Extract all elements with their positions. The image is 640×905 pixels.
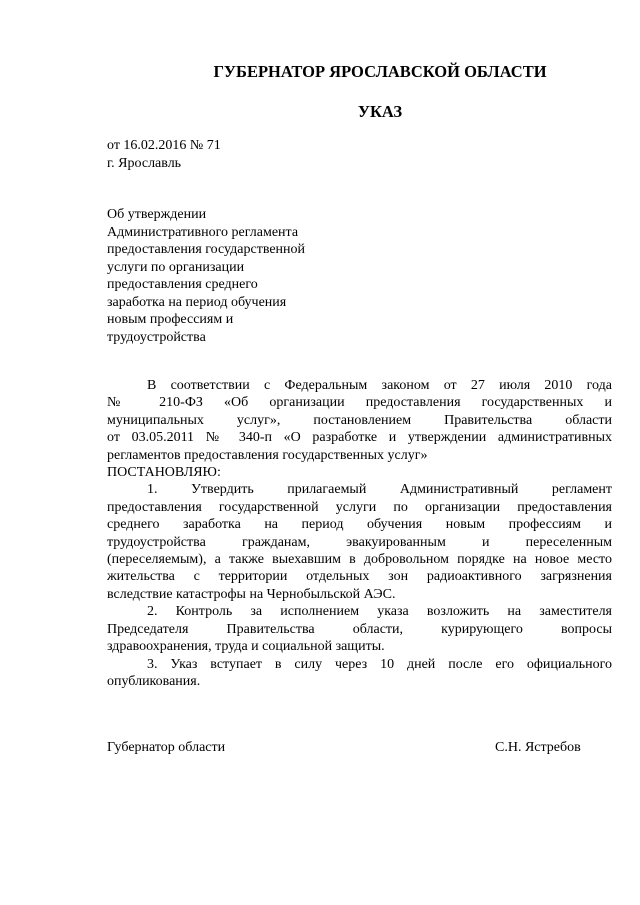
decree-body <box>107 377 612 690</box>
decree-item-1 <box>107 481 612 603</box>
issuing-authority: ГУБЕРНАТОР ЯРОСЛАВСКОЙ ОБЛАСТИ <box>213 62 547 81</box>
preamble-line: В соответствии с Федеральным законом от 27 июля 2010 года <box>147 378 612 393</box>
item-line: предоставления государственной услуги по организации предоставления <box>107 499 612 515</box>
signatory-position: Губернатор области <box>107 740 226 755</box>
item-line: трудоустройства гражданам, эвакуированным и переселенным <box>107 534 612 550</box>
decree-subject <box>107 206 347 346</box>
item-line: 2. Контроль за исполнением указа возложить на заместителя <box>147 604 612 620</box>
item-line: 1. Утвердить прилагаемый Административный регламент <box>147 482 612 498</box>
item-line: вследствие катастрофы на Чернобыльской АЭС. <box>107 586 396 602</box>
document-type: УКАЗ <box>357 102 403 121</box>
item-line: 3. Указ вступает в силу через 10 дней после его официального <box>147 656 612 672</box>
subject-line: трудоустройства <box>107 329 206 345</box>
subject-line: предоставления государственной <box>107 242 306 257</box>
decree-item-2 <box>107 603 612 655</box>
subject-line: предоставления среднего <box>107 277 258 292</box>
subject-line: заработка на период обучения <box>107 294 287 310</box>
document-meta <box>107 137 221 173</box>
signatory-name: С.Н. Ястребов <box>495 740 581 755</box>
subject-line: услуги по организации <box>107 259 245 275</box>
item-line: жительства с территории отдельных зон радиоактивного загрязнения <box>107 569 612 585</box>
city: г. Ярославль <box>107 156 182 171</box>
subject-line: Административного регламента <box>107 224 299 240</box>
resolve-word: ПОСТАНОВЛЯЮ: <box>107 465 221 481</box>
item-line: среднего заработка на период обучения новым профессиям и <box>107 517 612 533</box>
item-line: (переселяемым), а также выехавшим в добровольном порядке на новое место <box>107 552 612 568</box>
date-number: от 16.02.2016 № 71 <box>107 138 221 153</box>
preamble-line: регламентов предоставления государственных услуг» <box>107 447 428 463</box>
item-line: опубликования. <box>107 673 201 689</box>
preamble <box>107 377 612 464</box>
decree-item-3 <box>107 656 612 691</box>
preamble-line: от 03.05.2011 № 340-п «О разработке и утверждении административных <box>107 430 612 446</box>
preamble-line: № 210-ФЗ «Об организации предоставления государственных и <box>107 395 612 411</box>
subject-line: Об утверждении <box>107 207 207 222</box>
preamble-line: муниципальных услуг», постановлением Правительства области <box>107 412 612 428</box>
subject-line: новым профессиям и <box>107 312 234 327</box>
item-line: здравоохранения, труда и социальной защиты. <box>107 639 385 655</box>
item-line: Председателя Правительства области, курирующего вопросы <box>107 621 612 637</box>
